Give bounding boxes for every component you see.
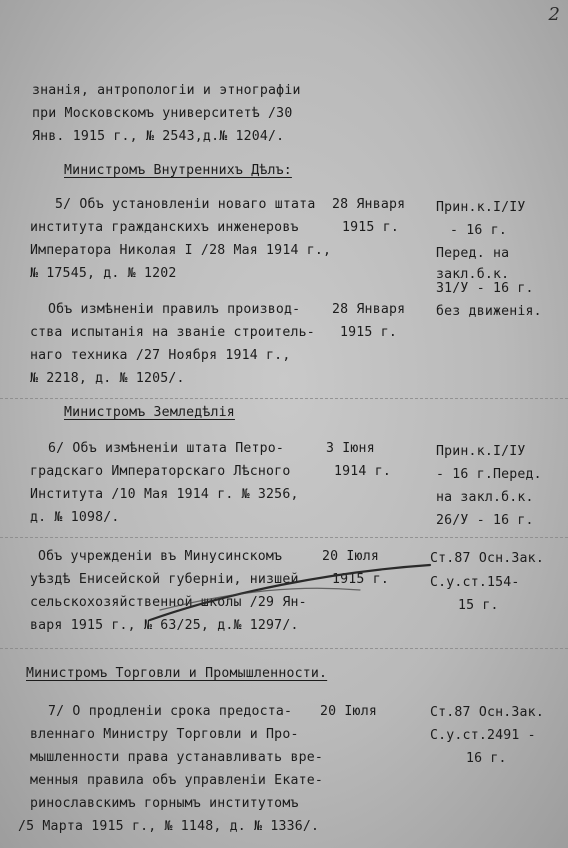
entry-note: закл.б.к. [436,267,510,282]
entry-text-line: 5/ Объ установленіи новаго штата [55,197,316,212]
entry-date: 3 Іюня [326,441,375,456]
entry-text-line: ринославскимъ горнымъ институтомъ [30,796,299,811]
entry-text-line: 6/ Объ измѣненіи штата Петро- [48,441,285,456]
intro-line: знанія, антропологіи и этнографіи [32,83,301,98]
entry-note: С.у.ст.2491 - [430,728,536,743]
entry-text-line: № 2218, д. № 1205/. [30,371,185,386]
entry-note: 15 г. [458,598,499,613]
entry-text-line: д. № 1098/. [30,510,120,525]
entry-text-line: 7/ О продленіи срока предоста- [48,704,293,719]
entry-note: Прин.к.I/IУ [436,200,526,215]
section-heading: Министромъ Внутреннихъ Дѣлъ: [64,163,292,178]
entry-date: 1915 г. [332,572,389,587]
entry-note: Перед. на [436,246,510,261]
entry-date: 20 Іюля [320,704,377,719]
entry-date: 20 Іюля [322,549,379,564]
section-heading: Министромъ Земледѣлія [64,405,235,420]
entry-text-line: сельскохозяйственной школы /29 Ян- [30,595,307,610]
section-divider [0,648,568,650]
intro-line: Янв. 1915 г., № 2543,д.№ 1204/. [32,129,285,144]
entry-note: - 16 г. [450,223,507,238]
entry-note: Прин.к.I/IУ [436,444,526,459]
entry-note: Ст.87 Осн.Зак. [430,551,544,566]
entry-text-line: градскаго Императорскаго Лѣсного [30,464,291,479]
entry-note: - 16 г.Перед. [436,467,542,482]
entry-text-line: наго техника /27 Ноября 1914 г., [30,348,291,363]
intro-line: при Московскомъ университетѣ /30 [32,106,293,121]
entry-date: 1915 г. [340,325,397,340]
entry-date: 28 Января [332,197,406,212]
page-number: 2 [548,4,560,25]
entry-text-line: Объ измѣненіи правилъ производ- [48,302,301,317]
entry-note: 31/У - 16 г. [436,281,534,296]
entry-text-line: уѣздѣ Енисейской губерніи, низшей [30,572,299,587]
entry-text-line: института гражданскихъ инженеровъ [30,220,299,235]
entry-note: 26/У - 16 г. [436,513,534,528]
entry-text-line: вленнаго Министру Торговли и Про- [30,727,299,742]
entry-note: 16 г. [466,751,507,766]
entry-note: без движенія. [436,304,542,319]
entry-note: Ст.87 Осн.Зак. [430,705,544,720]
entry-note: С.у.ст.154- [430,575,520,590]
entry-date: 1915 г. [342,220,399,235]
entry-date: 1914 г. [334,464,391,479]
entry-text-line: менныя правила объ управленіи Екате- [30,773,324,788]
entry-text-line: /5 Марта 1915 г., № 1148, д. № 1336/. [18,819,320,834]
entry-text-line: ства испытанія на званіе строитель- [30,325,315,340]
section-heading: Министромъ Торговли и Промышленности. [26,666,328,681]
entry-note: на закл.б.к. [436,490,534,505]
entry-text-line: Императора Николая I /28 Мая 1914 г., [30,243,332,258]
entry-date: 28 Января [332,302,406,317]
entry-text-line: Объ учрежденіи въ Минусинскомъ [38,549,283,564]
entry-text-line: мышленности права устанавливать вре- [30,750,324,765]
entry-text-line: варя 1915 г., № 63/25, д.№ 1297/. [30,618,299,633]
entry-text-line: Института /10 Мая 1914 г. № 3256, [30,487,299,502]
entry-text-line: № 17545, д. № 1202 [30,266,177,281]
